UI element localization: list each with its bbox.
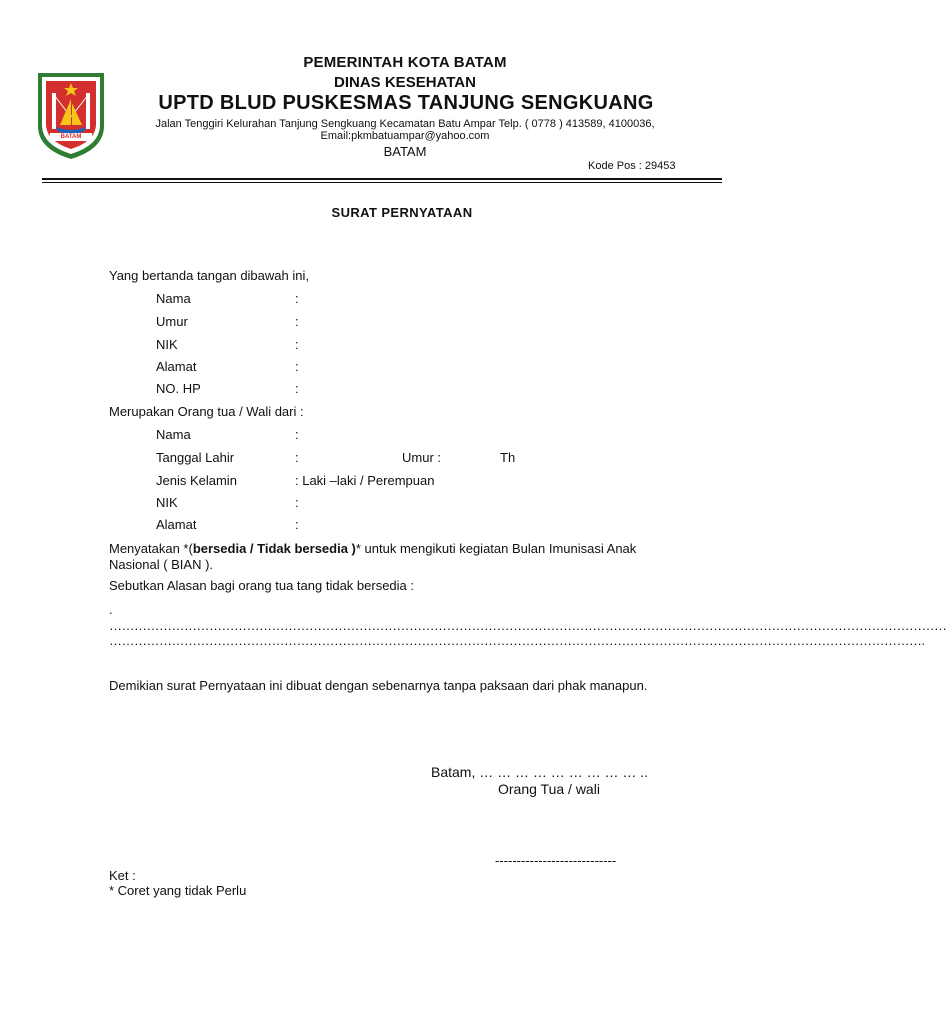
signer-age-label: Umur: [156, 314, 188, 329]
relation-text: Merupakan Orang tua / Wali dari :: [109, 404, 304, 419]
batam-emblem-icon: [36, 71, 106, 161]
signer-age-colon: :: [295, 314, 299, 329]
signer-name-label: Nama: [156, 291, 191, 306]
header-address: Jalan Tenggiri Kelurahan Tanjung Sengkuang Kecamatan Batu Ampar Telp. ( 0778 ) 413589, 4100036,: [155, 118, 655, 130]
statement-choice: bersedia / Tidak bersedia ): [192, 541, 356, 556]
child-name-colon: :: [295, 427, 299, 442]
signer-phone-colon: :: [295, 381, 299, 396]
child-gender-label: Jenis Kelamin: [156, 473, 237, 488]
header-department: DINAS KESEHATAN: [334, 74, 476, 91]
closing-paragraph: Demikian surat Pernyataan ini dibuat dengan sebenarnya tanpa paksaan dari phak manapun.: [109, 678, 648, 693]
document-title: SURAT PERNYATAAN: [331, 205, 473, 220]
child-address-colon: :: [295, 517, 299, 532]
signer-phone-label: NO. HP: [156, 381, 201, 396]
child-address-label: Alamat: [156, 517, 197, 532]
child-gender-options: : Laki –laki / Perempuan: [295, 473, 435, 488]
city-logo: [36, 71, 106, 161]
header-government: PEMERINTAH KOTA BATAM: [303, 54, 507, 71]
header-city: BATAM: [383, 144, 427, 159]
statement-line1: Menyatakan *(bersedia / Tidak bersedia )* untuk mengikuti kegiatan Bulan Imunisasi Anak: [109, 541, 637, 556]
header-rule-thick: [42, 178, 722, 180]
child-age-unit: Th: [500, 450, 516, 465]
child-birthdate-colon: :: [295, 450, 299, 465]
reason-line-2: …………………………………………………………………………………………………………………………………………………………………………….: [109, 633, 925, 648]
header-postal-code: Kode Pos : 29453: [588, 160, 676, 172]
child-birthdate-label: Tanggal Lahir: [156, 450, 235, 465]
statement-paragraph: [109, 541, 695, 573]
signer-nik-label: NIK: [156, 337, 178, 352]
header-rule-thin: [42, 182, 722, 183]
child-nik-colon: :: [295, 495, 299, 510]
notes-text: * Coret yang tidak Perlu: [109, 883, 247, 898]
header-email: Email:pkmbatuampar@yahoo.com: [320, 130, 490, 142]
signature-line: ----------------------------: [495, 853, 617, 868]
signer-nik-colon: :: [295, 337, 299, 352]
notes-label: Ket :: [109, 868, 136, 883]
child-age-label: Umur :: [402, 450, 441, 465]
signature-place-date: Batam, … … … … … … … … … ..: [431, 764, 649, 780]
statement-line2: Nasional ( BIAN ).: [109, 557, 214, 572]
header-institution: UPTD BLUD PUSKESMAS TANJUNG SENGKUANG: [158, 92, 654, 114]
intro-text: Yang bertanda tangan dibawah ini,: [109, 268, 309, 283]
child-name-label: Nama: [156, 427, 191, 442]
logo-caption: BATAM: [60, 134, 82, 140]
signer-name-colon: :: [295, 291, 299, 306]
reason-line-1: …………………………………………………………………………………………………………………………………………………………………………………: [109, 618, 947, 633]
signature-role: Orang Tua / wali: [498, 781, 600, 797]
child-nik-label: NIK: [156, 495, 178, 510]
signer-address-colon: :: [295, 359, 299, 374]
signer-address-label: Alamat: [156, 359, 197, 374]
reason-dot: .: [109, 602, 113, 617]
reason-prompt: Sebutkan Alasan bagi orang tua tang tidak bersedia :: [109, 578, 414, 593]
